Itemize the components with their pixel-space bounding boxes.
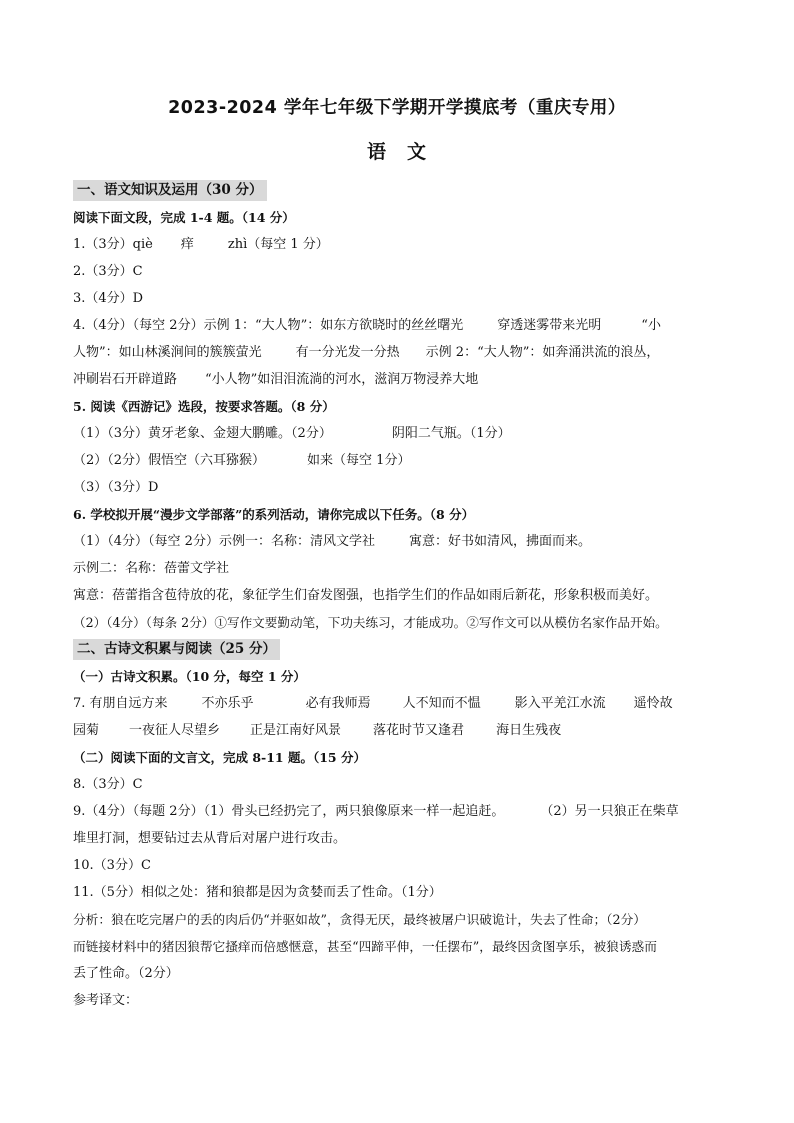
answer-q6-meaning: 寓意：蓓蕾指含苞待放的花，象征学生们奋发图强，也指学生们的作品如雨后新花，形象积极而美好。 [73, 588, 659, 603]
answer-content [73, 177, 723, 1014]
answer-q7-row-1 [73, 690, 723, 717]
q4-text: 冲刷岩石开辟道路 [73, 372, 178, 387]
answer-q4-line-3 [73, 366, 723, 393]
section-1-header: 一、语文知识及运用（30 分） [73, 180, 267, 201]
subject-title: 语 文 [366, 141, 427, 163]
page-title: 2023-2024 学年七年级下学期开学摸底考（重庆专用） [168, 98, 626, 118]
answer-q6-1 [73, 528, 723, 555]
q6-text: 寓意：好书如清风，拂面而来。 [408, 534, 591, 549]
q4-text: 人物”：如山林溪涧间的簇簇萤光 [73, 345, 262, 360]
section-1-header-line [73, 177, 723, 204]
answer-q4-line-2 [73, 339, 723, 366]
answer-q6-2: （2）（4分）（每条 2分）①写作文要勤动笔，下功夫练习，才能成功。②写作文可以从模仿名家作品开始。 [73, 615, 668, 630]
q5-text: 阴阳二气瓶。（1分） [391, 426, 511, 441]
answer-q2: 2.（3分）C [73, 264, 143, 279]
answer-q8: 8.（3分）C [73, 777, 143, 792]
q6-header: 6. 学校拟开展“漫步文学部落”的系列活动，请你完成以下任务。（8 分） [73, 507, 475, 522]
q5-text: （1）（3分）黄牙老象、金翅大鹏雕。（2分） [73, 426, 332, 441]
answer-q6-example-2: 示例二：名称：蓓蕾文学社 [73, 561, 230, 576]
q9-text: （2）另一只狼正在柴草 [540, 804, 679, 819]
q5-text: （2）（2分）假悟空（六耳猕猴） [73, 453, 266, 468]
answer-q5-1 [73, 420, 723, 447]
answer-q5-2 [73, 447, 723, 474]
poem-blank: 7. 有朋自远方来 [73, 696, 168, 711]
answer-q3: 3.（4分）D [73, 291, 144, 306]
part-2-header: （二）阅读下面的文言文，完成 8-11 题。（15 分） [73, 750, 366, 765]
poem-blank: 海日生残夜 [496, 723, 562, 738]
poem-blank: 不亦乐乎 [201, 696, 254, 711]
poem-blank: 影入平羌江水流 [514, 696, 606, 711]
answer-q10: 10.（3分）C [73, 858, 151, 873]
poem-blank: 园菊 [73, 723, 100, 738]
poem-blank: 遥怜故 [633, 696, 673, 711]
passage-intro: 阅读下面文段，完成 1-4 题。（14 分） [73, 210, 295, 225]
poem-blank: 一夜征人尽望乡 [129, 723, 221, 738]
q5-header: 5. 阅读《西游记》选段，按要求答题。（8 分） [73, 399, 335, 414]
section-2-header: 二、古诗文积累与阅读（25 分） [73, 639, 280, 660]
q9-text: 9.（4分）（每题 2分）（1）骨头已经扔完了，两只狼像原来一样一起追赶。 [73, 804, 505, 819]
answer-q7-row-2 [73, 717, 723, 744]
q6-text: （1）（4分）（每空 2分）示例一：名称：清风文学社 [73, 534, 375, 549]
poem-blank: 落花时节又逢君 [373, 723, 465, 738]
q1-part-a: 1.（3分）qiè [73, 237, 153, 252]
answer-q11-line-3: 而链接材料中的猪因狼帮它搔痒而倍感惬意，甚至“四蹄平伸，一任摆布”，最终因贪图享乐，被狼诱惑而 [73, 939, 657, 954]
answer-q5-3: （3）（3分）D [73, 480, 159, 495]
q1-part-c: zhì（每空 1 分） [227, 237, 329, 252]
q4-text: 有一分光发一分热 [295, 345, 400, 360]
reference-translation-label: 参考译文： [73, 993, 139, 1008]
answer-q9-line-2: 堆里打洞，想要钻过去从背后对屠户进行攻击。 [73, 831, 347, 846]
q1-part-b: 痒 [180, 237, 194, 252]
q5-text: 如来（每空 1分） [307, 453, 411, 468]
q4-text: 穿透迷雾带来光明 [497, 318, 602, 333]
answer-q11-line-2: 分析：狼在吃完屠户的丢的肉后仍“并驱如故”，贪得无厌，最终被屠户识破诡计，失去了性命；（2分） [73, 912, 646, 927]
q4-text: 示例 2：“大人物”：如奔涌洪流的浪丛， [425, 345, 660, 360]
q4-text: “小 [641, 318, 661, 333]
poem-blank: 必有我师焉 [305, 696, 371, 711]
poem-blank: 正是江南好风景 [250, 723, 342, 738]
answer-q9-line-1 [73, 798, 723, 825]
answer-q4-line-1 [73, 312, 723, 339]
answer-q1 [73, 231, 723, 258]
answer-q11-line-4: 丢了性命。（2分） [73, 966, 179, 981]
q4-text: “小人物”如泪泪流淌的河水，滋润万物浸养大地 [205, 372, 479, 387]
section-2-header-line [73, 636, 723, 663]
poem-blank: 人不知而不愠 [402, 696, 481, 711]
answer-q11-line-1: 11.（5分）相似之处：猪和狼都是因为贪婪而丢了性命。（1分） [73, 885, 442, 900]
part-1-header: （一）古诗文积累。（10 分，每空 1 分） [73, 669, 306, 684]
q4-text: 4.（4分）（每空 2分）示例 1：“大人物”：如东方欲晓时的丝丝曙光 [73, 318, 464, 333]
